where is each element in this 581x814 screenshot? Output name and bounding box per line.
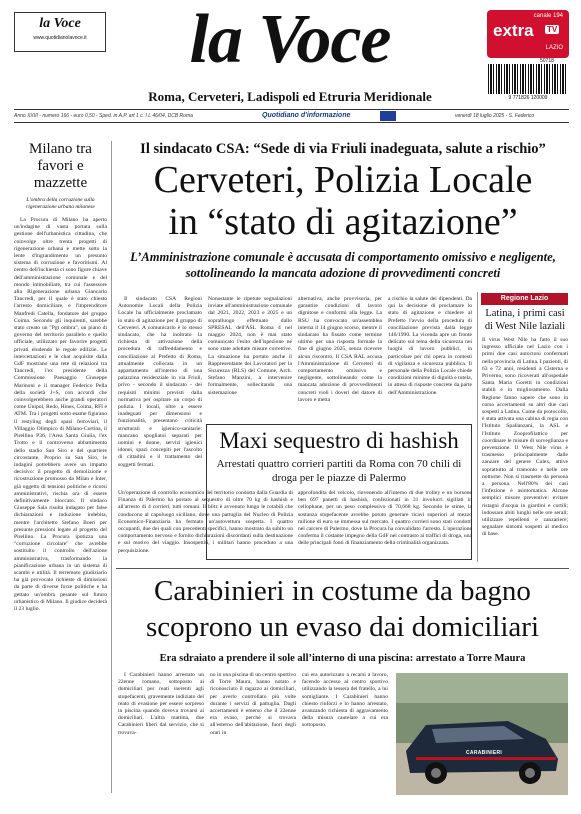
regione-lazio-badge: Regione Lazio [481,293,568,305]
tv-logo-badge: TV [547,25,558,34]
sidebar-subhead: L'ombra della corruzione sulla rigenerazione urbana milanese [26,197,95,210]
newspaper-title: la Voce [189,1,391,78]
barcode [488,64,568,94]
newspaper-subtitle: Roma, Cerveteri, Ladispoli ed Etruria Meridionale [148,89,432,104]
bottom-col-3: cui era autorizzato a recarsi a lavoro, facendo accesso al centro sportivo utilizzando la tessera del fratello, a lui somigliante. I Carabinieri hanno chiesto rinforzi e lo hanno arrestato, avanzando richiesta di aggravamento della misura cautelare a cui era sottoposto. [302,672,388,729]
masthead [0,0,581,128]
sidebar-headline: Milano tra favori e mazzette [29,141,92,191]
section-divider [116,568,569,569]
issue-code: 50718 [540,58,554,64]
barcode-number: 9 771826 120009 [508,95,548,101]
bottom-deck: Era sdraiato a prendere il sole all’interno di una piscina: arrestato a Torre Maura [159,653,526,664]
extra-tv-logo [487,10,569,58]
tv-logo-text: extra [493,21,534,40]
small-logo-title: la Voce [39,16,81,31]
main-headline-line2: in “stato di agitazione” [168,201,518,243]
tv-region-label: LAZIO [545,45,563,51]
hashish-col-1: Un'operazione di controllo economico del territorio condotta dalla Guardia di Finanza di Palermo ha portato al sequestro di oltre 70 kg di hashish e all'arresto di 4 corrieri, tutti romani. Il blitz è avvenuto lungo le rotabili che conducono al capoluogo siciliano, dove una pattuglia del Nucleo di Polizia Economico-Finanziaria ha fermato un'autovettura sospetta. I quattro occupanti, due dei quali con precedenti specifici, hanno mostrato da subito un comportamento nervoso e fornito dichiarazioni discordanti sulla destinazione e sul motivo del viaggio. Insospettiti, i militari hanno proceduto a una perquisizione. [118,490,293,554]
edition-info: Anno XXIII - numero 166 - euro 0,50 - Sped. in A.P. art 1 c. I L 46/04, DCB Roma [14,113,193,119]
car-livery-label: CARABINIERI [466,750,503,756]
masthead-rule [14,109,569,110]
left-sidebar [14,141,107,793]
website-label: www.quotidianolavoce.it [33,35,87,41]
small-logo-box [14,12,106,52]
main-col-3: alternativa, anche provvisoria, per garantire condizioni di lavoro dignitose e conformi alla legge. La RSU ha convocato un'assemblea interna il 14 giugno scorso, mentre il sindacato ha fissato come termine ultimo per una risposta formale la fine di giugno 2025, senza ricevere alcun riscontro. Il CSA RAL accusa l'Amministrazione di Cerveteri di comportamento omissivo e negligente, sottolineando come la mancata adozione di provvedimenti concreti violi i doveri del datore di lavoro e metta [298,296,382,403]
right-sidebar-headline: Latina, i primi casi di West Nile laziali [484,308,566,332]
issue-date: venerdì 18 luglio 2025 - S. Federico [455,113,535,119]
main-col-4: a rischio la salute dei dipendenti. Da qui la decisione di proclamare lo stato di agitazione e chiedere al Prefetto l'avvio della procedura di conciliazione prevista dalla legge 146/1990. La vicenda apre un fronte delicato sul tema della sicurezza nei luoghi di lavoro pubblici, in particolare per chi opera in contesti di vigilanza e sicurezza pubblica. Il personale della Polizia Locale chiede condizioni minime di dignità e tutela, in attesa di risposte concrete da parte dell'Amministrazione. [388,296,472,396]
bottom-headline-line2: scoprono un evaso dai domiciliari [145,611,539,643]
bottom-col-2: no in una piscina di un centro sportivo di Torre Maura, hanno notato e riconosciuto il ragazzo ai domiciliari, per averlo controllato più volte durante i servizi di pattuglia. Dagli accertamenti è emerso che il 22enne era evaso, perché si trovava all'esterno dell'abitazione, fuori degli orari in [210,672,296,736]
bottom-headline-line1: Carabinieri in costume da bagno [154,575,531,607]
main-headline-line1: Cerveteri, Polizia Locale [153,159,533,201]
main-deck: L’Amministrazione comunale è accusata di comportamento omissivo e negligente, sottolineando la mancata adozione di provvedimenti concreti [130,250,556,280]
hashish-headline: Maxi sequestro di hashish [219,428,459,453]
masthead-rule-bottom [14,122,569,123]
left-column-divider [111,141,112,793]
hashish-col-2: approfondita del veicolo, rinvenendo all'interno di due trolley e un borsone ben 697 panetti di hashish, confezionati in 31 involucri sigillati in cellophane, per un peso complessivo di 70,668 kg. Secondo le stime, la sostanza stupefacente avrebbe potuto generare ricavi superiori al mezzo milione di euro se immessa sul mercato. I quattro corrieri sono stati condotti nel carcere di Palermo, dove la Procura ha convalidato l'arresto. L'operazione conferma il costante impegno della GdF nel contrasto ai traffici di droga, una delle principali fonti di finanziamento della criminalità organizzata. [298,490,472,547]
tagline: Quotidiano d'informazione [262,112,351,119]
sidebar-body: La Procura di Milano ha aperto un'indagine di vasta portata sulla gestione dell'urbanistica cittadina, che coinvolge oltre trenta progetti di rigenerazione urbana e mette sotto la lente d'ingrandimento un presunto sistema di corruzione e favoritismi. Al centro dell'inchiesta ci sono figure chiave dell'amministrazione comunale e del mondo immobiliare, tra cui l'assessore alla Rigenerazione urbana Giancarlo Tancredi, per il quale è stato chiesto l'arresto domiciliare, e l'imprenditore Manfredi Catella, fondatore del gruppo Coima. Secondo gli inquirenti, sarebbe stato creato un "Pgt ombra", un piano di governo del territorio parallelo e quello ufficiale, utilizzato per favorire progetti privati eludendo le regole edilizie. Le intercettazioni e le chat acquisite dalla GdF mostrano una rete di relazioni tra Tancredi, l'ex presidente della Commissione Paesaggio Giuseppe Marinoni e il manager Federico Pella della società J+S, con accordi che coinvolgerebbero anche grandi operatori come Unipol, Redo, Hines, Coima, RFI e ATM. Tra i progetti sotto esame figurano il restyling degli spazi ferroviari, il Villaggio Olimpico di Milano-Cortina, il Pirellino P36, l'Area Santa Giulia, l'ex Trotto e il controverso abbattimento dello stadio San Siro e del quartiere circostante. Proprio su San Siro, le indagini potrebbero avere un impatto decisivo: il progetto di demolizione e ricostruzione promosso da Milan e Inter, già oggetto di tensioni politiche e ricorsi amministrativi, rischia ora di essere definitivamente bloccato. Il sindaco Giuseppe Sala risulta indagato per false dichiarazioni e induzione indebita, mentre l'architetto Stefano Boeri per presunte pressioni legate al progetto del Pirellino. La Procura ipotizza una "corruzione circolare" che avrebbe sostituito il controllo dell'azione amministrativa, trasformando la pianificazione urbana in un sistema di scambi e utilità. Il terremoto giudiziario ha già provocato richieste di dimissioni da parte di diverse forze politiche e ha gettato un'ombra pesante sul futuro urbanistico di Milano. Il giudice deciderà il 23 luglio. [14,217,107,612]
tv-channel-label: canale 194 [533,13,563,19]
hashish-deck: Arrestati quattro corrieri partiti da Roma con 70 chili di droga per le piazze di Palermo [216,458,462,484]
right-column-divider [477,292,478,562]
bottom-col-1: I Carabinieri hanno arrestato un 22enne romano, sottoposto ai domiciliari per reati inerenti agli stupefacenti, gravemente indiziato del reato di evasione per essere sorpreso in piscina quando doveva trovarsi ai domiciliari. L'altra mattina, due Carabinieri liberi dal servizio, che si trovava- [118,672,204,736]
eu-flag-icon [380,111,396,121]
main-col-1: Il sindacato CSA Regioni Autonomie Locali della Polizia Locale ha ufficialmente proclamato lo stato di agitazione per il gruppo di Cerveteri. A comunicarlo è lo stesso sindacato, che ha inoltrato la richiesta di attivazione della procedura di raffreddamento e conciliazione al Prefetto di Roma, attualmente collocata in un appartamento all'interno di una palazzina residenziale in via Friuli, privo - secondo il sindacato - dei requisiti minimi previsti dalla normativa per ospitare un corpo di polizia. I locali, oltre a essere inadeguati per dimensioni e funzionalità, presentano criticità strutturali e igienico-sanitarie: mancano spogliatoi separati per uomini e donne, servizi igienici idonei, spazi concepiti per l'ascolto di cittadini e il trattamento dei soggetti fermati. [118,296,202,468]
carabinieri-car-photo [396,673,568,795]
right-sidebar-body: Il virus West Nile ha fatto il suo ingresso ufficiale nel Lazio con i primi due casi autoctoni confermati nella provincia di Latina. I pazienti, di 63 e 72 anni, residenti a Cisterna e Priverno, sono ricoverati all'ospedale Santa Maria Goretti in condizioni stabili e in miglioramento. Dalla Regione fanno sapere che sono in corso accertamenti su altri due casi sospetti a Latina. Come da protocollo, è stata attivata una cabina di regia con l'Istituto Spallanzani, la ASL e l'Istituto Zooprofilattico per coordinare le misure di sorveglianza e prevenzione. Il West Nile virus è trasmesso principalmente dalle zanzare del genere Culex, attive soprattutto al tramonto e nelle ore notturne. Non si trasmette da persona a persona. Nell'80% dei casi l'infezione è asintomatica. Alcune semplici misure preventive: evitare ristagni d'acqua in giardini e cortili; indossare abiti lunghi nelle ore serali; utilizzare repellenti e zanzariere; segnalare sintomi sospetti al medico di base. [482,337,568,538]
main-col-2: Nonostante le ripetute segnalazioni inviate all'amministrazione comunale dal 2021, 2022, 2023 e 2025 e un sopralluogo effettuato dallo SPRESAL dell'ASL Roma 4 nel maggio 2024, non è mai stato comunicato l'esito dell'ispezione né sono state adottate misure correttive. La situazione ha portato anche il Rappresentante dei Lavoratori per la Sicurezza (RLS) del Comune, Arch. Stefano Manzini, a intervenire formalmente, sollecitando una sistemazione [208,296,292,396]
car-illustration [396,673,568,795]
main-kicker: Il sindacato CSA: “Sede di via Friuli inadeguata, salute a rischio” [140,141,546,157]
